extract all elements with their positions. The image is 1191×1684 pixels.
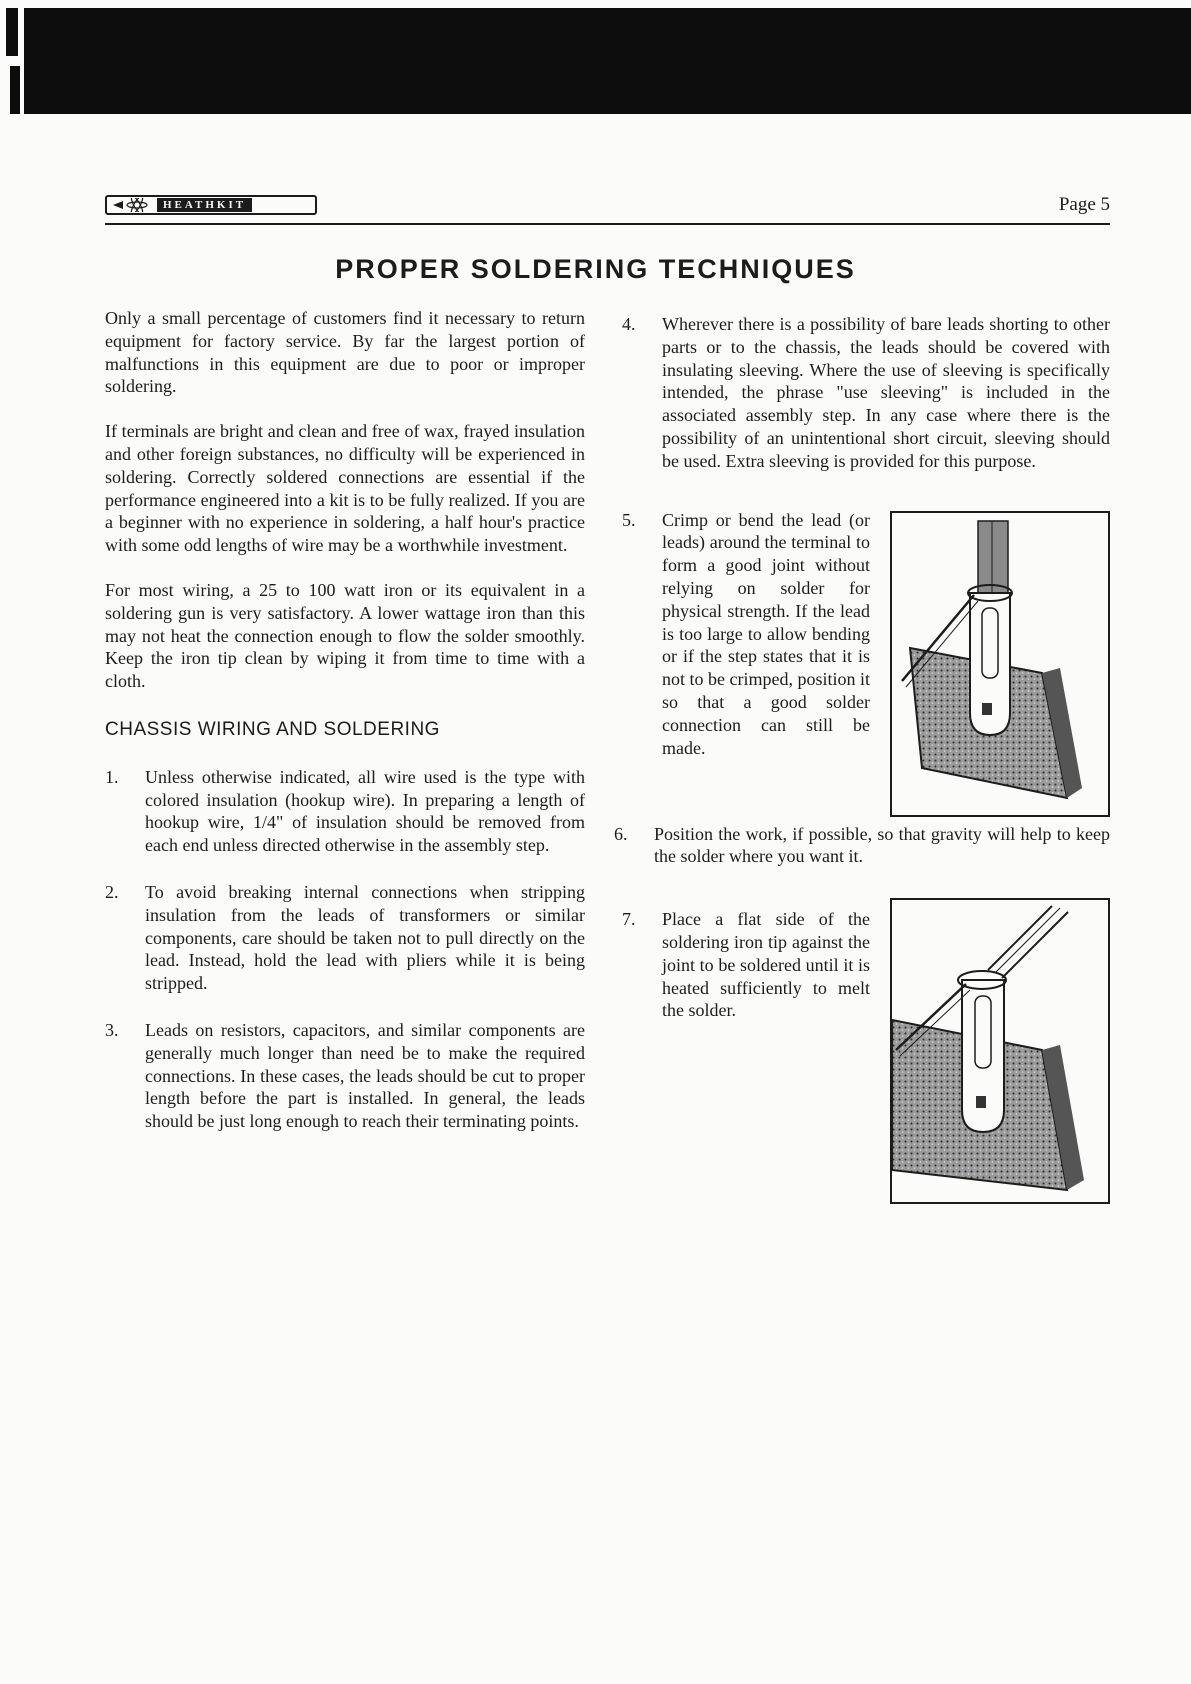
step-item [105, 881, 585, 995]
step-item [614, 823, 1110, 869]
step-text: Unless otherwise indicated, all wire used is the type with colored insulation (hookup wire). In preparing a length of hookup wire, 1/4" of insulation should be removed from each end unless directed otherwise in the assembly step. [145, 766, 585, 856]
step-item [105, 766, 585, 857]
step-number: 7. [622, 909, 636, 930]
step-item [622, 509, 1110, 817]
step-number: 5. [622, 509, 636, 530]
step-number: 1. [105, 766, 119, 787]
step-number: 6. [614, 823, 628, 844]
step-text: Place a flat side of the soldering iron tip against the joint to be soldered until it is heated sufficiently to melt the solder. [662, 909, 870, 1021]
left-column [105, 307, 585, 1133]
step-text: Position the work, if possible, so that gravity will help to keep the solder where you want it. [654, 823, 1110, 867]
soldering-iron-illustration [890, 898, 1110, 1204]
top-black-bar [0, 8, 1191, 114]
section-heading: CHASSIS WIRING AND SOLDERING [105, 718, 440, 740]
step-number: 4. [622, 314, 636, 334]
step-text: Leads on resistors, capacitors, and similar components are generally much longer than need be to make the required connections. In these cases, the leads should be cut to proper length before the part is installed. In general, the leads should be just long enough to reach their terminating points. [145, 1019, 585, 1132]
step-number: 3. [105, 1019, 119, 1040]
intro-paragraph: For most wiring, a 25 to 100 watt iron or its equivalent in a soldering gun is very satisfactory. A lower wattage iron than this may not heat the connection enough to flow the solder smoothly. Keep the iron tip clean by wiping it from time to time with a cloth. [105, 579, 585, 692]
heathkit-logo [105, 195, 317, 215]
header-rule [105, 223, 1110, 225]
step-text: Wherever there is a possibility of bare leads shorting to other parts or to the chassis, the leads should be covered with insulating sleeving. Where the use of sleeving is specifically intended, the phrase "use sleeving" is included in the associated assembly step. In any case where there is the possibility of an unintentional short circuit, sleeving should be used. Extra sleeving is provided for this purpose. [662, 314, 1110, 471]
step-text-block [622, 509, 870, 760]
step-text-block [622, 908, 870, 1022]
terminal-crimp-drawing [892, 513, 1108, 815]
crimp-lead-illustration [890, 511, 1110, 817]
intro-paragraph: If terminals are bright and clean and free of wax, frayed insulation and other foreign substances, no difficulty will be experienced in soldering. Correctly soldered connections are essential if the performance engineered into a kit is to be fully realized. If you are a beginner with no experience in soldering, a half hour's practice with some odd lengths of wire may be a worthwhile investment. [105, 421, 585, 556]
iron-on-joint-drawing [892, 900, 1108, 1202]
step-text: To avoid breaking internal connections when stripping insulation from the leads of transformers or similar components, care should be taken not to pull directly on the lead. Instead, hold the lead with pliers while it is being stripped. [145, 881, 585, 994]
page-number: Page 5 [1058, 194, 1110, 215]
step-number: 2. [105, 881, 119, 902]
step-item [622, 313, 1110, 473]
step-item [105, 1019, 585, 1133]
binding-edge-marks [0, 8, 24, 114]
intro-paragraph: Only a small percentage of customers find it necessary to return equipment for factory service. By far the largest portion of malfunctions in this equipment are due to poor or improper soldering. [105, 308, 585, 397]
atom-icon [113, 198, 151, 212]
page-title: PROPER SOLDERING TECHNIQUES [335, 254, 856, 284]
step-text: Crimp or bend the lead (or leads) around the terminal to form a good joint without relying on solder for physical strength. If the lead is too large to allow bending or if the step states that it is not to be crimped, position it so that a good solder connection can still be made. [662, 509, 870, 758]
page-header [105, 190, 1110, 224]
logo-brand-text: HEATHKIT [157, 198, 252, 212]
step-item [622, 908, 1110, 1204]
right-column [614, 313, 1110, 1204]
